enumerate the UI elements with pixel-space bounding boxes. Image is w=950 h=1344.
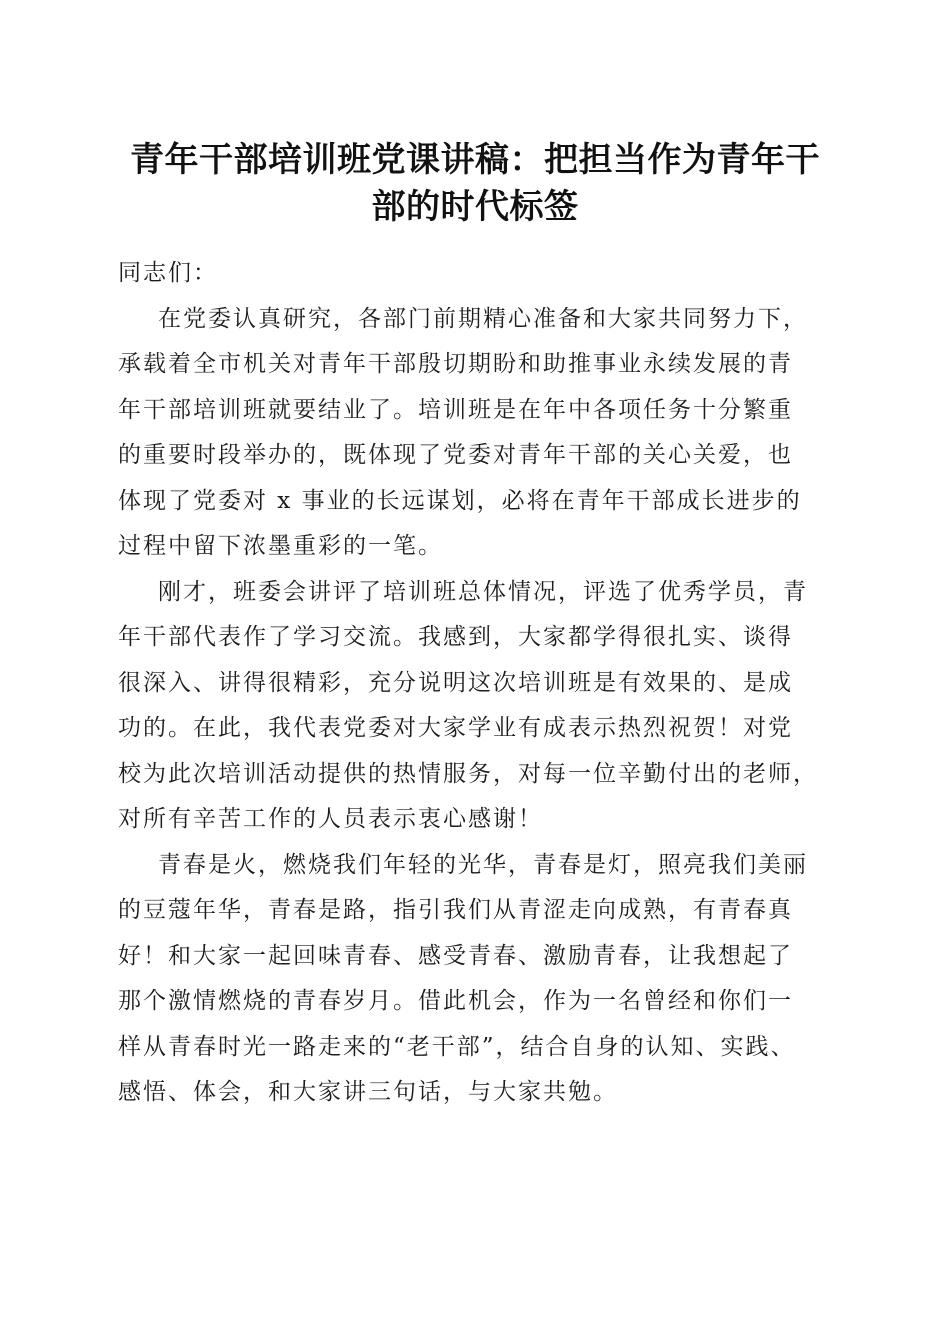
paragraph-line: 的豆蔻年华，青春是路，指引我们从青涩走向成熟，有青春真 [118, 897, 793, 923]
paragraph-line: 青春是火，燃烧我们年轻的光华，青春是灯，照亮我们美丽 [158, 851, 808, 878]
paragraph-1 [118, 297, 838, 570]
paragraph-line: 很深入、讲得很精彩，充分说明这次培训班是有效果的、是成 [118, 669, 793, 696]
paragraph-line: 过程中留下浓墨重彩的一笔。 [118, 533, 443, 559]
paragraph-line: 感悟、体会，和大家讲三句话，与大家共勉。 [118, 1079, 618, 1105]
paragraph-line: 样从青春时光一路走来的“老干部”，结合自身的认知、实践、 [118, 1033, 796, 1060]
title-line-2: 部的时代标签 [371, 187, 579, 227]
paragraph-line: 功的。在此，我代表党委对大家学业有成表示热烈祝贺！对党 [118, 715, 793, 741]
title-line-1: 青年干部培训班党课讲稿：把担当作为青年干 [130, 140, 820, 180]
paragraph-line: 年干部代表作了学习交流。我感到，大家都学得很扎实、谈得 [118, 624, 793, 650]
paragraph-line: 的重要时段举办的，既体现了党委对青年干部的关心关爱，也 [118, 442, 793, 468]
salutation: 同志们： [118, 260, 218, 286]
paragraph-line: 承载着全市机关对青年干部殷切期盼和助推事业永续发展的青 [118, 351, 793, 377]
document-body [118, 251, 838, 1116]
paragraph-2 [118, 570, 838, 843]
paragraph-line: 校为此次培训活动提供的热情服务，对每一位辛勤付出的老师， [118, 760, 818, 787]
paragraph-line: 年干部培训班就要结业了。培训班是在年中各项任务十分繁重 [118, 396, 793, 423]
paragraph-line: 那个激情燃烧的青春岁月。借此机会，作为一名曾经和你们一 [118, 988, 793, 1014]
paragraph-3 [118, 843, 838, 1116]
paragraph-line: 对所有辛苦工作的人员表示衷心感谢！ [118, 806, 543, 832]
paragraph-line: 刚才，班委会讲评了培训班总体情况，评选了优秀学员，青 [158, 578, 808, 605]
paragraph-line: 体现了党委对 x 事业的长远谋划，必将在青年干部成长进步的 [118, 487, 802, 514]
paragraph-line: 好！和大家一起回味青春、感受青春、激励青春，让我想起了 [118, 942, 793, 969]
document-title [100, 137, 850, 231]
paragraph-line: 在党委认真研究，各部门前期精心准备和大家共同努力下， [158, 305, 808, 332]
